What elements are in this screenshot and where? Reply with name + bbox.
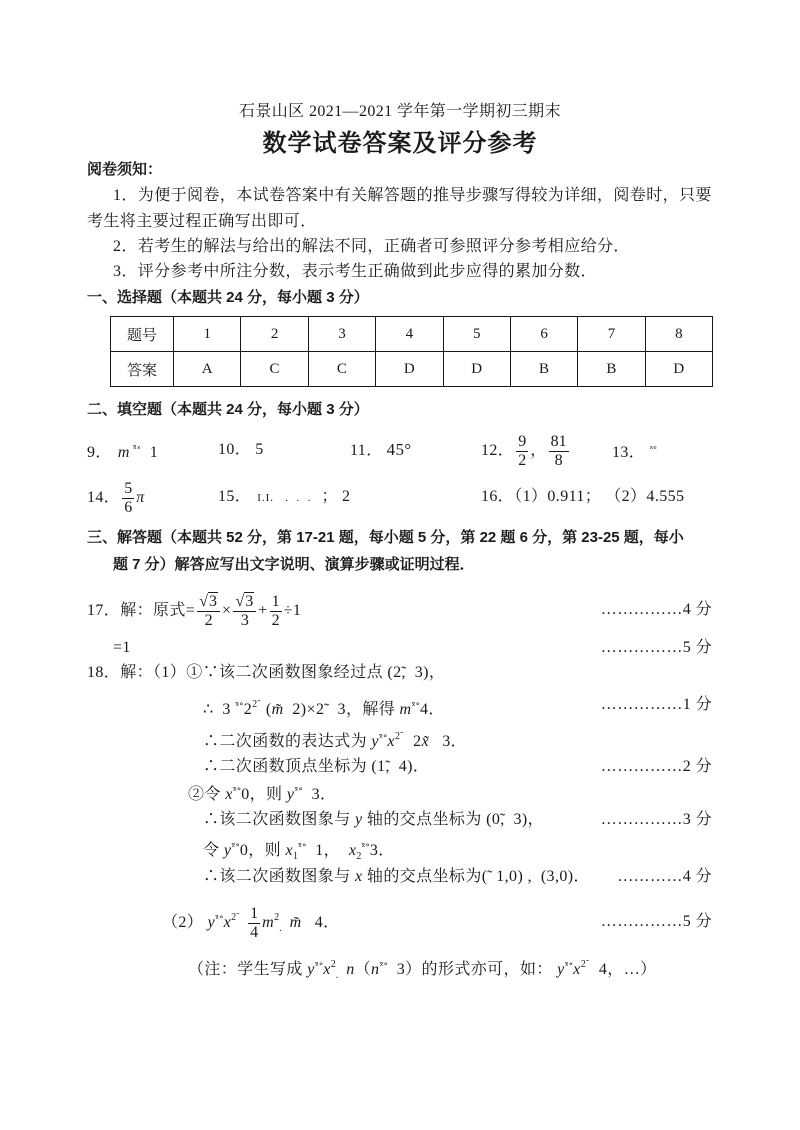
- answer-value: 45°: [386, 440, 412, 459]
- math-variable: m: [399, 701, 412, 718]
- q14-answer: [87, 480, 145, 517]
- text-segment: 2: [243, 701, 253, 718]
- radicand: 3: [209, 593, 218, 610]
- subscript: .: [335, 970, 339, 981]
- math-variable: n: [346, 961, 355, 978]
- question-number: 13．: [612, 444, 646, 461]
- math-variable: x: [225, 786, 233, 803]
- math-variable: x: [387, 733, 395, 750]
- numerator: 81: [550, 433, 567, 450]
- exam-title: 数学试卷答案及评分参考: [262, 129, 538, 157]
- question-number: 14．: [87, 489, 121, 507]
- denominator: 4: [250, 924, 259, 941]
- text-segment: 3．: [429, 733, 468, 750]
- garbled-symbol: ˣ̃°: [564, 962, 574, 972]
- notice-line: 1．为便于阅卷，本试卷答案中有关解答题的推导步骤写得较为详细，阅卷时，只要: [113, 187, 712, 204]
- point-coordinate: (0̃, 3)，: [486, 811, 544, 828]
- denominator: 3: [240, 612, 249, 629]
- math-variable: y: [223, 842, 232, 859]
- answer-value: 1: [149, 444, 159, 461]
- text-segment: 4，…）: [585, 961, 657, 978]
- point-coordinate: (3,0)．: [540, 868, 590, 885]
- garbled-symbol: ˣ̃°: [378, 734, 388, 744]
- math-variable: y: [355, 811, 363, 828]
- q16-answer: [481, 487, 684, 507]
- question-number-cell: 7: [578, 317, 645, 352]
- question-number: 15．: [218, 488, 252, 505]
- question-number: 10．: [218, 441, 252, 458]
- subscript: 2: [356, 851, 362, 862]
- superscript: 2̃: [580, 959, 586, 970]
- subscript: .: [279, 923, 282, 935]
- q18-line-1: [87, 663, 445, 683]
- text-segment: ②令: [188, 786, 226, 803]
- question-number-cell: 8: [645, 317, 712, 352]
- text-segment: 解：原式=: [120, 602, 196, 620]
- answer-cell: C: [241, 352, 308, 387]
- section-heading: 二、填空题（本题共 24 分，每小题 3 分）: [87, 401, 369, 418]
- answer-value: 2: [341, 488, 351, 505]
- text-segment: 0，则: [239, 842, 286, 859]
- pi-symbol: π: [136, 489, 145, 507]
- text-segment: 轴的交点坐标为: [362, 811, 487, 828]
- separator: ；: [321, 488, 338, 505]
- fraction: [270, 593, 282, 630]
- q18-line-8: [203, 867, 590, 887]
- superscript: 2̃: [394, 731, 400, 742]
- math-variable: y: [286, 786, 295, 803]
- fraction: [516, 433, 528, 470]
- answer-cell: B: [510, 352, 577, 387]
- math-variable: x: [323, 961, 331, 978]
- superscript: 2̃: [231, 912, 237, 924]
- text-segment: 0，则: [241, 786, 287, 803]
- text-segment: 4．: [420, 701, 445, 718]
- math-variable: m: [117, 444, 130, 461]
- fraction: [197, 593, 220, 630]
- q18-line-2: [203, 695, 445, 720]
- section-heading: 三、解答题（本题共 52 分，第 17-21 题，每小题 5 分，第 22 题 6 分，第 23-25 题，每小: [87, 529, 684, 546]
- text-segment: 4．: [301, 914, 340, 932]
- text-segment: 2)×2̃ 3，解得: [283, 701, 400, 718]
- separator: ，: [530, 442, 547, 460]
- question-number: 11．: [350, 442, 383, 459]
- text-segment: （2）: [162, 914, 208, 932]
- numerator: 5: [124, 480, 133, 497]
- table-row-numbers: [111, 317, 713, 352]
- section-heading-continued: 题 7 分）解答应写出文字说明、演算步骤或证明过程．: [113, 556, 475, 573]
- row-label: 答案: [111, 352, 174, 387]
- math-variable: x: [348, 842, 357, 859]
- text-segment: 3）的形式亦可，如：: [387, 961, 558, 978]
- row-label: 题号: [111, 317, 174, 352]
- q13-answer: [612, 440, 657, 463]
- q18-line-6: [203, 810, 544, 830]
- garbled-symbol: ˣ̃°: [215, 915, 224, 926]
- text-segment: ∴该二次函数图象与: [203, 811, 356, 828]
- q18-line-9: [162, 905, 340, 942]
- question-number: 9．: [87, 444, 112, 461]
- superscript: 2: [330, 959, 336, 970]
- q12-answer: [481, 433, 571, 470]
- table-row-answers: [111, 352, 713, 387]
- superscript: 2: [274, 912, 280, 924]
- denominator: 2: [204, 612, 213, 629]
- numerator: 1: [271, 593, 280, 610]
- numerator: [197, 593, 220, 612]
- math-variable: m: [262, 914, 275, 932]
- text-segment: 令: [203, 842, 224, 859]
- score-label: ……………3 分: [600, 811, 712, 828]
- question-number-cell: 3: [308, 317, 375, 352]
- math-variable: m̃: [289, 914, 302, 932]
- text-segment: 1，: [306, 842, 349, 859]
- notice-heading: 阅卷须知：: [87, 161, 163, 178]
- text-segment: (: [257, 701, 272, 718]
- score-label: ……………5 分: [600, 913, 712, 930]
- garbled-symbol: ˣ̃°: [231, 843, 240, 853]
- notice-line: 3．评分参考中所注分数，表示考生正确做到此步应得的累加分数．: [113, 263, 598, 280]
- math-variable: m̃: [271, 701, 284, 718]
- garbled-symbol: ˣ̃°: [411, 702, 421, 712]
- text-segment: 3．: [369, 842, 395, 859]
- point-coordinate: (2̃, 3)，: [383, 664, 446, 681]
- operator: ×: [222, 602, 232, 620]
- denominator: 2: [271, 612, 280, 629]
- answer-part-1: （1）0.911；: [514, 488, 602, 505]
- text-segment: 轴的交点坐标为: [362, 868, 482, 885]
- answer-part-2: （2）4.555: [613, 488, 685, 505]
- garbled-symbol: ˣ̃ˣ: [132, 445, 141, 455]
- q11-answer: [350, 440, 412, 461]
- garbled-symbol: ˣ̃°: [314, 962, 324, 972]
- fraction: [233, 593, 256, 630]
- text-segment: （注：学生写成: [188, 961, 308, 978]
- garbled-symbol: ˣᵉ: [649, 445, 657, 455]
- answer-cell: A: [174, 352, 241, 387]
- garbled-symbol: I.I. . . .: [257, 492, 312, 504]
- math-variable: x: [355, 868, 363, 885]
- answer-cell: C: [308, 352, 375, 387]
- separator: ,: [523, 868, 541, 885]
- garbled-symbol: ˣ̃°: [235, 702, 244, 712]
- text-segment: ∴该二次函数图象与: [203, 868, 356, 885]
- garbled-symbol: ˣ̃°: [294, 787, 303, 797]
- math-variable: y: [207, 914, 216, 932]
- math-variable: x: [223, 914, 232, 932]
- q17-line-2: =1: [113, 639, 131, 656]
- answer-cell: D: [443, 352, 510, 387]
- text-segment: 18．解：（1）①∵该二次函数图象经过点: [87, 664, 384, 681]
- score-label: ……………1 分: [600, 696, 712, 713]
- garbled-symbol: ˣ̃°: [361, 843, 370, 853]
- text-segment: 3．: [302, 786, 337, 803]
- answer-value: 5: [255, 441, 264, 458]
- exam-subtitle: 石景山区 2021—2021 学年第一学期初三期末: [238, 103, 561, 120]
- question-number-cell: 6: [510, 317, 577, 352]
- question-number-cell: 1: [174, 317, 241, 352]
- q10-answer: [218, 440, 264, 460]
- radicand: 3: [245, 593, 254, 610]
- fraction: [549, 433, 569, 470]
- score-label: ……………4 分: [600, 601, 712, 618]
- question-number-cell: 5: [443, 317, 510, 352]
- q9-answer: [87, 440, 158, 463]
- root-sign: √: [235, 593, 245, 610]
- garbled-symbol: ˣ̃°: [232, 787, 242, 797]
- score-label: ……………5 分: [600, 639, 712, 656]
- question-number-cell: 2: [241, 317, 308, 352]
- score-label: …………4 分: [617, 868, 712, 885]
- q18-line-7: [203, 838, 395, 867]
- q18-line-3: [203, 727, 467, 752]
- q18-line-4: [203, 757, 429, 777]
- denominator: 6: [124, 499, 133, 516]
- text-segment: （: [354, 961, 372, 978]
- numerator: 1: [250, 905, 259, 922]
- q18-note: [188, 955, 657, 986]
- notice-line: 2．若考生的解法与给出的解法不同，正确者可参照评分参考相应给分．: [113, 238, 630, 255]
- answer-cell: D: [376, 352, 443, 387]
- numerator: 9: [518, 433, 527, 450]
- notice-line: 考生将主要过程正确写出即可．: [87, 213, 317, 230]
- numerator: [233, 593, 256, 612]
- fraction: [122, 480, 134, 517]
- math-variable: x̃: [421, 733, 430, 750]
- question-number-cell: 4: [376, 317, 443, 352]
- operator: +: [258, 602, 268, 620]
- fraction: [248, 905, 260, 942]
- math-variable: y: [371, 733, 379, 750]
- text-segment: 2: [399, 733, 422, 750]
- answer-cell: D: [645, 352, 712, 387]
- score-label: ……………2 分: [600, 758, 712, 775]
- root-sign: √: [199, 593, 209, 610]
- math-variable: x: [573, 961, 581, 978]
- garbled-symbol: ˣ̃°: [379, 962, 388, 972]
- math-variable: n: [371, 961, 380, 978]
- question-number: 17．: [87, 602, 121, 620]
- text-segment: ∴二次函数顶点坐标为: [203, 758, 372, 775]
- point-coordinate: (1̃, 4)．: [371, 758, 430, 775]
- q17-line-1: [87, 593, 301, 630]
- answer-table: [110, 316, 713, 387]
- denominator: 8: [554, 452, 563, 469]
- math-variable: x: [285, 842, 293, 859]
- math-variable: y: [557, 961, 565, 978]
- text-segment: ∴ 3: [203, 701, 236, 718]
- subscript: 1: [292, 851, 298, 862]
- q18-line-5: [188, 782, 336, 805]
- text-segment: ∴二次函数的表达式为: [203, 733, 372, 750]
- superscript: 2̃: [252, 699, 258, 710]
- question-number: 16．: [481, 488, 515, 505]
- denominator: 2: [518, 452, 527, 469]
- point-coordinate: (̃ 1,0): [481, 868, 524, 885]
- math-variable: y: [307, 961, 315, 978]
- text-segment: ÷1: [283, 602, 302, 620]
- question-number: 12．: [481, 442, 515, 460]
- q15-answer: [218, 487, 350, 508]
- section-heading: 一、选择题（本题共 24 分，每小题 3 分）: [87, 289, 369, 306]
- garbled-symbol: ˣ̃°: [297, 843, 307, 853]
- answer-cell: B: [578, 352, 645, 387]
